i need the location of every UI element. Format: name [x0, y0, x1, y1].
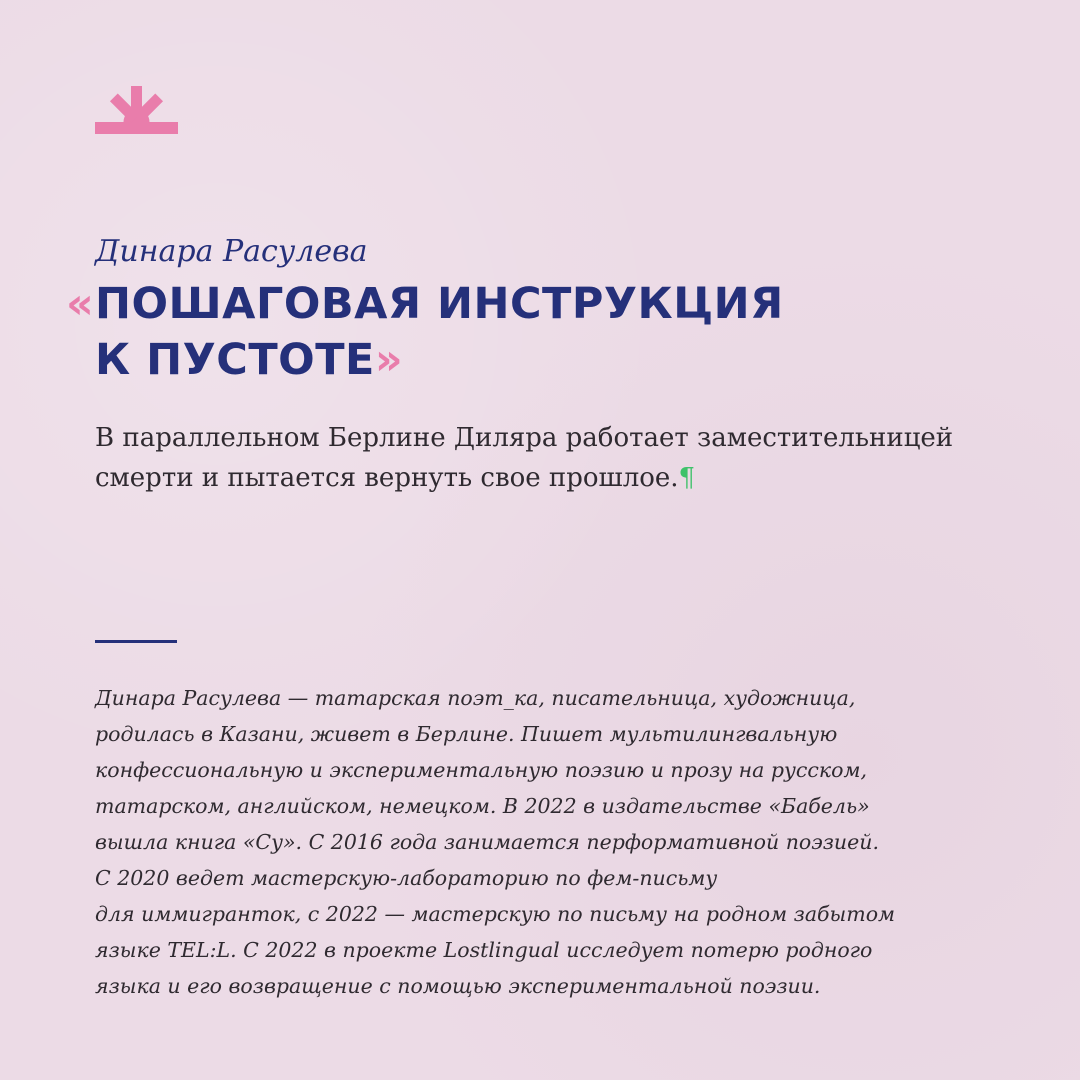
bio-line: для иммигранток, с 2022 — мастерскую по письму на родном забытом	[95, 902, 896, 926]
open-quote: «	[66, 279, 95, 329]
title-line-1-text: ПОШАГОВАЯ ИНСТРУКЦИЯ	[95, 279, 784, 329]
section-divider	[95, 640, 177, 643]
bio-line: вышла книга «Су». С 2016 года занимается перформативной поэзией.	[95, 830, 879, 854]
title-line-2-text: К ПУСТОТЕ	[95, 335, 375, 385]
bio-line: С 2020 ведет мастерскую-лабораторию по фем-письму	[95, 866, 718, 890]
book-description	[95, 418, 995, 498]
pilcrow-mark: ¶	[678, 463, 696, 493]
title-line-2	[66, 332, 784, 388]
title-line-1	[66, 276, 784, 332]
asterisk-sun-icon	[95, 86, 178, 134]
bio-line: родилась в Казани, живет в Берлине. Пишет мультилингвальную	[95, 722, 838, 746]
bio-line: Динара Расулева — татарская поэт_ка, писательница, художница,	[95, 686, 856, 710]
bio-line: языка и его возвращение с помощью экспериментальной поэзии.	[95, 974, 821, 998]
author-name: Динара Расулева	[95, 234, 368, 269]
book-title	[66, 276, 784, 388]
close-quote: »	[374, 335, 404, 385]
author-bio	[95, 680, 1015, 1004]
bio-line: татарском, английском, немецком. В 2022 в издательстве «Бабель»	[95, 794, 870, 818]
book-description-text: В параллельном Берлине Диляра работает заместительницей смерти и пытается вернуть свое прошлое.	[95, 423, 954, 493]
bio-line: языке TEL:L. С 2022 в проекте Lostlingual исследует потерю родного	[95, 938, 873, 962]
bio-line: конфессиональную и экспериментальную поэзию и прозу на русском,	[95, 758, 867, 782]
